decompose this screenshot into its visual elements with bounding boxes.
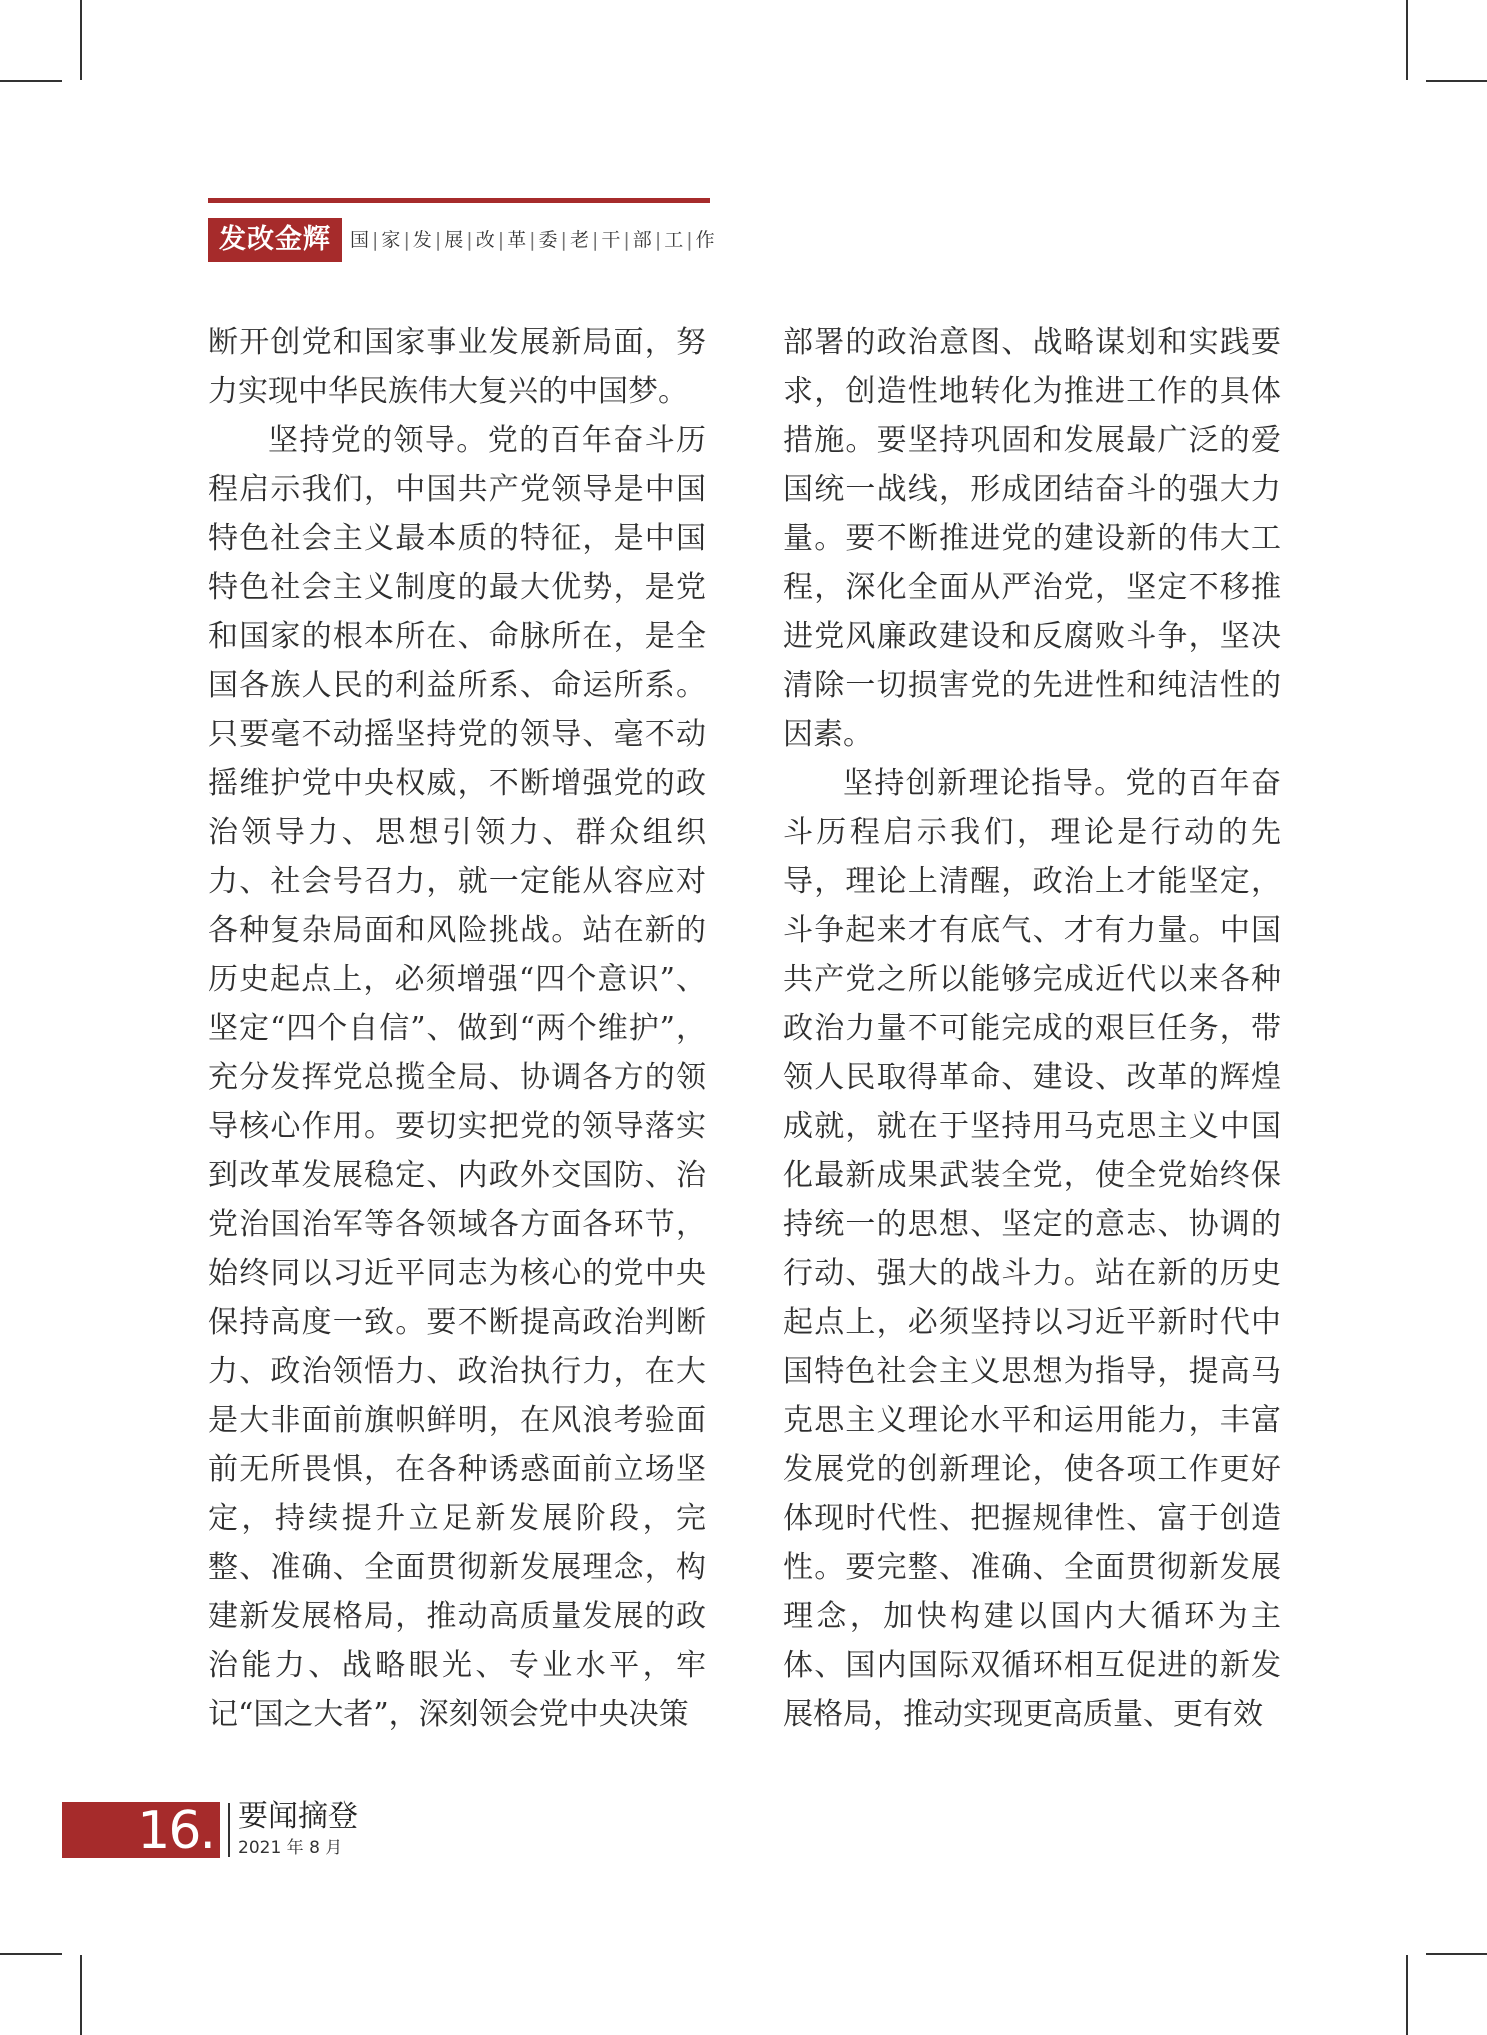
crop-mark-top-right-v xyxy=(1406,0,1408,80)
header-org-char: 部 xyxy=(632,229,652,251)
paragraph: 坚持创新理论指导。党的百年奋斗历程启示我们，理论是行动的先导，理论上清醒，政治上才能坚定，斗争起来才有底气、才有力量。中国共产党之所以能够完成近代以来各种政治力量不可能完成的艰巨任务，带领人民取得革命、建设、改革的辉煌成就，就在于坚持用马克思主义中国化最新成果武装全党，使全党始终保持统一的思想、坚定的意志、协调的行动、强大的战斗力。站在新的历史起点上，必须坚持以习近平新时代中国特色社会主义思想为指导，提高马克思主义理论水平和运用能力，丰富发展党的创新理论，使各项工作更好体现时代性、把握规律性、富于创造性。要完整、准确、全面贯彻新发展理念，加快构建以国内大循环为主体、国内国际双循环相互促进的新发展格局，推动实现更高质量、更有效 xyxy=(783,766,1281,1732)
paragraph: 坚持党的领导。党的百年奋斗历程启示我们，中国共产党领导是中国特色社会主义最本质的特征，是中国特色社会主义制度的最大优势，是党和国家的根本所在、命脉所在，是全国各族人民的利益所系、命运所系。只要毫不动摇坚持党的领导、毫不动摇维护党中央权威，不断增强党的政治领导力、思想引领力、群众组织力、社会号召力，就一定能从容应对各种复杂局面和风险挑战。站在新的历史起点上，必须增强“四个意识”、坚定“四个自信”、做到“两个维护”，充分发挥党总揽全局、协调各方的领导核心作用。要切实把党的领导落实到改革发展稳定、内政外交国防、治党治国治军等各领域各方面各环节，始终同以习近平同志为核心的党中央保持高度一致。要不断提高政治判断力、政治领悟力、政治执行力，在大是大非面前旗帜鲜明，在风浪考验面前无所畏惧，在各种诱惑面前立场坚定，持续提升立足新发展阶段，完整、准确、全面贯彻新发展理念，构建新发展格局，推动高质量发展的政治能力、战略眼光、专业水平，牢记“国之大者”，深刻领会党中央决策 xyxy=(208,423,706,1732)
header-separator: | xyxy=(434,229,442,251)
header-separator: | xyxy=(654,229,662,251)
crop-mark-bottom-left-v xyxy=(80,1955,82,2035)
section-title: 要闻摘登 xyxy=(238,1799,358,1834)
crop-mark-top-left-v xyxy=(80,0,82,80)
header-org-name xyxy=(350,218,715,262)
header-separator: | xyxy=(466,229,473,251)
crop-mark-bottom-right-v xyxy=(1406,1955,1408,2035)
crop-mark-bottom-left-h xyxy=(0,1953,62,1955)
header-separator: | xyxy=(623,229,630,251)
header-org-char: 家 xyxy=(381,229,401,251)
header-org-char: 发 xyxy=(412,229,432,251)
crop-mark-top-left-h xyxy=(0,80,62,82)
header-org-char: 干 xyxy=(601,229,621,251)
header-separator: | xyxy=(591,229,599,251)
header-org-char: 展 xyxy=(444,229,464,251)
header-separator: | xyxy=(686,229,693,251)
header-org-char: 国 xyxy=(350,229,370,251)
header-separator: | xyxy=(560,229,567,251)
header-org-char: 老 xyxy=(569,229,589,251)
article-column-right xyxy=(783,318,1281,1739)
crop-mark-bottom-right-h xyxy=(1426,1953,1487,1955)
header-org-char: 作 xyxy=(695,229,715,251)
header-rule xyxy=(208,198,710,203)
header-separator: | xyxy=(403,229,410,251)
header-separator: | xyxy=(529,229,536,251)
article-column-left xyxy=(208,318,706,1739)
paragraph: 部署的政治意图、战略谋划和实践要求，创造性地转化为推进工作的具体措施。要坚持巩固和发展最广泛的爱国统一战线，形成团结奋斗的强大力量。要不断推进党的建设新的伟大工程，深化全面从严治党，坚定不移推进党风廉政建设和反腐败斗争，坚决清除一切损害党的先进性和纯洁性的因素。 xyxy=(783,325,1281,752)
header-separator: | xyxy=(497,229,505,251)
paragraph: 断开创党和国家事业发展新局面，努力实现中华民族伟大复兴的中国梦。 xyxy=(208,325,706,409)
header-org-char: 工 xyxy=(664,229,684,251)
page-number: 16. xyxy=(137,1801,214,1861)
issue-date: 2021 年 8 月 xyxy=(238,1838,343,1858)
page-number-box xyxy=(62,1801,220,1861)
header-org-char: 革 xyxy=(507,229,527,251)
header-separator: | xyxy=(372,229,379,251)
magazine-logo: 发改金辉 xyxy=(208,218,342,262)
footer-divider xyxy=(228,1803,230,1857)
crop-mark-top-right-h xyxy=(1426,80,1487,82)
header-org-char: 改 xyxy=(475,229,495,251)
header-org-char: 委 xyxy=(538,229,558,251)
